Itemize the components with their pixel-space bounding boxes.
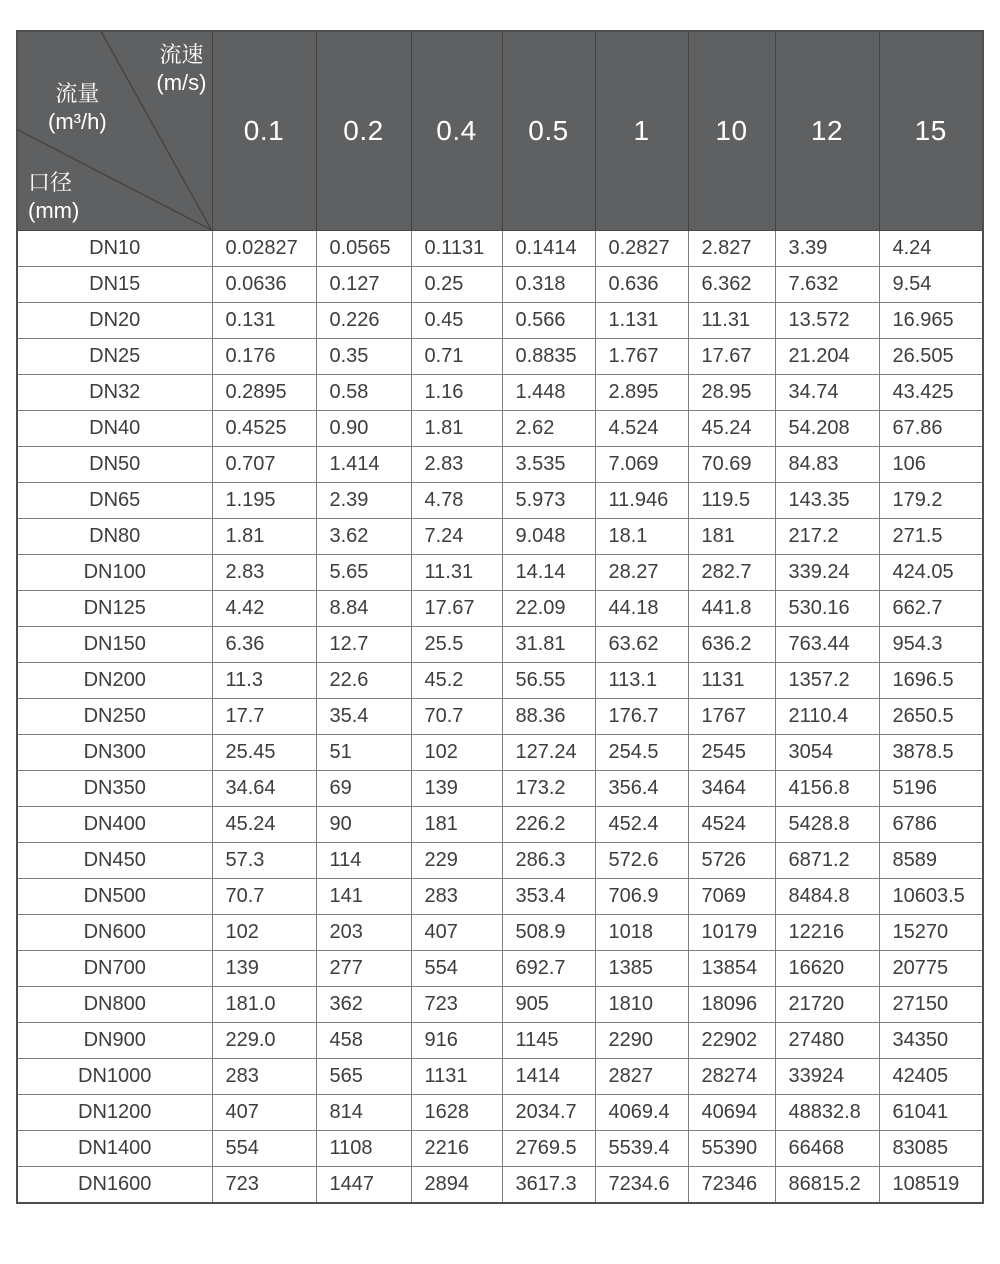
flow-value-cell: 2650.5 [879,699,983,735]
flow-value-cell: 31.81 [502,627,595,663]
dn-cell: DN700 [17,951,212,987]
flow-value-cell: 7069 [688,879,775,915]
flow-value-cell: 67.86 [879,411,983,447]
flow-value-cell: 11.946 [595,483,688,519]
flow-value-cell: 34350 [879,1023,983,1059]
table-row [17,1095,983,1131]
flow-value-cell: 1.81 [411,411,502,447]
flow-value-cell: 10603.5 [879,879,983,915]
flow-value-cell: 14.14 [502,555,595,591]
dn-cell: DN10 [17,231,212,267]
table-row [17,699,983,735]
flow-value-cell: 6.36 [212,627,316,663]
flow-value-cell: 141 [316,879,411,915]
flow-value-cell: 0.127 [316,267,411,303]
velocity-header: 0.2 [316,31,411,231]
flow-value-cell: 458 [316,1023,411,1059]
flow-value-cell: 114 [316,843,411,879]
flow-value-cell: 8.84 [316,591,411,627]
dn-cell: DN1000 [17,1059,212,1095]
flow-value-cell: 1357.2 [775,663,879,699]
flow-value-cell: 283 [411,879,502,915]
flow-value-cell: 1385 [595,951,688,987]
flow-value-cell: 5.65 [316,555,411,591]
flow-value-cell: 282.7 [688,555,775,591]
velocity-header: 0.5 [502,31,595,231]
flow-value-cell: 4069.4 [595,1095,688,1131]
flow-value-cell: 4.42 [212,591,316,627]
flow-value-cell: 16.965 [879,303,983,339]
flow-value-cell: 176.7 [595,699,688,735]
flow-value-cell: 441.8 [688,591,775,627]
flow-value-cell: 1810 [595,987,688,1023]
flow-value-cell: 1145 [502,1023,595,1059]
flow-value-cell: 86815.2 [775,1167,879,1204]
dn-cell: DN250 [17,699,212,735]
table-row [17,447,983,483]
flow-value-cell: 179.2 [879,483,983,519]
flow-value-cell: 353.4 [502,879,595,915]
table-body [17,231,983,1204]
dn-cell: DN450 [17,843,212,879]
velocity-axis-unit: (m/s) [156,70,207,96]
flow-value-cell: 362 [316,987,411,1023]
flow-value-cell: 181 [411,807,502,843]
flow-value-cell: 28274 [688,1059,775,1095]
flow-value-cell: 17.67 [688,339,775,375]
flow-value-cell: 6786 [879,807,983,843]
flow-value-cell: 17.7 [212,699,316,735]
flow-value-cell: 113.1 [595,663,688,699]
flow-value-cell: 44.18 [595,591,688,627]
flow-value-cell: 0.02827 [212,231,316,267]
velocity-header: 1 [595,31,688,231]
flow-axis-unit: (m³/h) [48,109,107,135]
flow-value-cell: 61041 [879,1095,983,1131]
flow-value-cell: 25.5 [411,627,502,663]
flow-value-cell: 35.4 [316,699,411,735]
flow-value-cell: 6.362 [688,267,775,303]
table-row [17,627,983,663]
flow-value-cell: 33924 [775,1059,879,1095]
flow-value-cell: 1414 [502,1059,595,1095]
flow-value-cell: 814 [316,1095,411,1131]
flow-value-cell: 5.973 [502,483,595,519]
flow-value-cell: 1767 [688,699,775,735]
dn-cell: DN25 [17,339,212,375]
flow-value-cell: 763.44 [775,627,879,663]
flow-value-cell: 11.3 [212,663,316,699]
flow-value-cell: 43.425 [879,375,983,411]
flow-value-cell: 3617.3 [502,1167,595,1204]
flow-value-cell: 1.81 [212,519,316,555]
flow-value-cell: 2034.7 [502,1095,595,1131]
dn-cell: DN200 [17,663,212,699]
dn-cell: DN150 [17,627,212,663]
flow-value-cell: 226.2 [502,807,595,843]
flow-value-cell: 2.83 [212,555,316,591]
flow-value-cell: 0.707 [212,447,316,483]
flow-value-cell: 0.8835 [502,339,595,375]
flow-value-cell: 3464 [688,771,775,807]
flow-rate-table [16,30,984,1204]
flow-value-cell: 40694 [688,1095,775,1131]
flow-value-cell: 102 [411,735,502,771]
dn-cell: DN800 [17,987,212,1023]
flow-value-cell: 12216 [775,915,879,951]
flow-value-cell: 0.176 [212,339,316,375]
flow-value-cell: 57.3 [212,843,316,879]
table-row [17,663,983,699]
flow-value-cell: 203 [316,915,411,951]
flow-value-cell: 18096 [688,987,775,1023]
flow-value-cell: 3.62 [316,519,411,555]
velocity-header: 12 [775,31,879,231]
flow-value-cell: 11.31 [411,555,502,591]
dn-cell: DN1200 [17,1095,212,1131]
flow-value-cell: 0.0636 [212,267,316,303]
table-row [17,303,983,339]
table-row [17,879,983,915]
flow-value-cell: 2545 [688,735,775,771]
flow-value-cell: 554 [212,1131,316,1167]
flow-value-cell: 1018 [595,915,688,951]
flow-value-cell: 173.2 [502,771,595,807]
flow-value-cell: 0.4525 [212,411,316,447]
dn-cell: DN80 [17,519,212,555]
flow-value-cell: 723 [212,1167,316,1204]
flow-value-cell: 1628 [411,1095,502,1131]
flow-value-cell: 1131 [411,1059,502,1095]
flow-axis-label [48,80,107,136]
flow-value-cell: 9.048 [502,519,595,555]
flow-value-cell: 9.54 [879,267,983,303]
flow-value-cell: 636.2 [688,627,775,663]
flow-value-cell: 508.9 [502,915,595,951]
table-row [17,231,983,267]
flow-value-cell: 21720 [775,987,879,1023]
flow-value-cell: 63.62 [595,627,688,663]
table-row [17,1131,983,1167]
flow-value-cell: 1447 [316,1167,411,1204]
flow-value-cell: 34.74 [775,375,879,411]
flow-value-cell: 70.7 [212,879,316,915]
flow-value-cell: 1.16 [411,375,502,411]
flow-value-cell: 271.5 [879,519,983,555]
flow-value-cell: 572.6 [595,843,688,879]
flow-value-cell: 88.36 [502,699,595,735]
flow-value-cell: 2110.4 [775,699,879,735]
flow-value-cell: 7.24 [411,519,502,555]
table-row [17,1167,983,1204]
flow-value-cell: 229 [411,843,502,879]
flow-value-cell: 139 [411,771,502,807]
flow-value-cell: 0.25 [411,267,502,303]
table-row [17,987,983,1023]
flow-value-cell: 1.767 [595,339,688,375]
flow-value-cell: 0.71 [411,339,502,375]
flow-value-cell: 70.7 [411,699,502,735]
flow-value-cell: 7.632 [775,267,879,303]
dn-cell: DN20 [17,303,212,339]
header-row [17,31,983,231]
velocity-header: 15 [879,31,983,231]
flow-value-cell: 0.2827 [595,231,688,267]
flow-value-cell: 1.448 [502,375,595,411]
flow-value-cell: 66468 [775,1131,879,1167]
flow-value-cell: 0.45 [411,303,502,339]
flow-value-cell: 45.24 [688,411,775,447]
velocity-header: 0.1 [212,31,316,231]
diameter-axis-unit: (mm) [28,197,80,223]
table-row [17,411,983,447]
flow-value-cell: 706.9 [595,879,688,915]
dn-cell: DN50 [17,447,212,483]
flow-axis-title: 流量 [55,81,100,106]
flow-value-cell: 286.3 [502,843,595,879]
flow-value-cell: 407 [411,915,502,951]
flow-value-cell: 12.7 [316,627,411,663]
flow-value-cell: 356.4 [595,771,688,807]
flow-value-cell: 0.0565 [316,231,411,267]
table-row [17,807,983,843]
table-row [17,519,983,555]
flow-value-cell: 954.3 [879,627,983,663]
flow-value-cell: 916 [411,1023,502,1059]
flow-value-cell: 3.535 [502,447,595,483]
flow-value-cell: 1131 [688,663,775,699]
flow-value-cell: 7.069 [595,447,688,483]
flow-value-cell: 17.67 [411,591,502,627]
flow-value-cell: 662.7 [879,591,983,627]
flow-value-cell: 8484.8 [775,879,879,915]
flow-value-cell: 692.7 [502,951,595,987]
flow-value-cell: 1.414 [316,447,411,483]
flow-value-cell: 13.572 [775,303,879,339]
flow-value-cell: 2216 [411,1131,502,1167]
flow-value-cell: 4.78 [411,483,502,519]
flow-value-cell: 18.1 [595,519,688,555]
table-row [17,771,983,807]
flow-value-cell: 13854 [688,951,775,987]
flow-value-cell: 0.58 [316,375,411,411]
table-row [17,555,983,591]
flow-value-cell: 181.0 [212,987,316,1023]
flow-value-cell: 51 [316,735,411,771]
flow-value-cell: 283 [212,1059,316,1095]
table-row [17,591,983,627]
flow-value-cell: 0.1414 [502,231,595,267]
flow-value-cell: 27480 [775,1023,879,1059]
flow-value-cell: 2.827 [688,231,775,267]
flow-value-cell: 452.4 [595,807,688,843]
flow-value-cell: 0.131 [212,303,316,339]
flow-value-cell: 7234.6 [595,1167,688,1204]
flow-value-cell: 15270 [879,915,983,951]
flow-value-cell: 4524 [688,807,775,843]
flow-value-cell: 70.69 [688,447,775,483]
flow-value-cell: 1.195 [212,483,316,519]
flow-value-cell: 1696.5 [879,663,983,699]
flow-value-cell: 0.35 [316,339,411,375]
flow-value-cell: 55390 [688,1131,775,1167]
flow-value-cell: 2.895 [595,375,688,411]
flow-value-cell: 1.131 [595,303,688,339]
dn-cell: DN600 [17,915,212,951]
flow-value-cell: 22.6 [316,663,411,699]
flow-value-cell: 139 [212,951,316,987]
flow-value-cell: 127.24 [502,735,595,771]
flow-value-cell: 34.64 [212,771,316,807]
flow-value-cell: 90 [316,807,411,843]
flow-value-cell: 5539.4 [595,1131,688,1167]
flow-value-cell: 5726 [688,843,775,879]
flow-value-cell: 48832.8 [775,1095,879,1131]
flow-value-cell: 8589 [879,843,983,879]
table-row [17,735,983,771]
flow-value-cell: 6871.2 [775,843,879,879]
dn-cell: DN1400 [17,1131,212,1167]
flow-value-cell: 0.636 [595,267,688,303]
flow-value-cell: 5196 [879,771,983,807]
flow-value-cell: 20775 [879,951,983,987]
table-row [17,951,983,987]
velocity-axis-label [156,41,206,97]
dn-cell: DN500 [17,879,212,915]
flow-value-cell: 4156.8 [775,771,879,807]
diameter-axis-label [28,169,79,225]
flow-value-cell: 119.5 [688,483,775,519]
flow-value-cell: 27150 [879,987,983,1023]
dn-cell: DN15 [17,267,212,303]
flow-value-cell: 45.2 [411,663,502,699]
flow-value-cell: 0.226 [316,303,411,339]
flow-value-cell: 905 [502,987,595,1023]
flow-value-cell: 565 [316,1059,411,1095]
flow-value-cell: 4.524 [595,411,688,447]
flow-value-cell: 2290 [595,1023,688,1059]
flow-value-cell: 3.39 [775,231,879,267]
flow-value-cell: 11.31 [688,303,775,339]
dn-cell: DN1600 [17,1167,212,1204]
flow-value-cell: 45.24 [212,807,316,843]
table-row [17,1023,983,1059]
flow-value-cell: 277 [316,951,411,987]
dn-cell: DN65 [17,483,212,519]
dn-cell: DN400 [17,807,212,843]
velocity-header: 10 [688,31,775,231]
dn-cell: DN350 [17,771,212,807]
flow-value-cell: 143.35 [775,483,879,519]
flow-value-cell: 2769.5 [502,1131,595,1167]
flow-value-cell: 2894 [411,1167,502,1204]
flow-value-cell: 102 [212,915,316,951]
flow-value-cell: 2.62 [502,411,595,447]
flow-value-cell: 3878.5 [879,735,983,771]
flow-value-cell: 2827 [595,1059,688,1095]
flow-value-cell: 83085 [879,1131,983,1167]
flow-value-cell: 554 [411,951,502,987]
table-row [17,1059,983,1095]
flow-value-cell: 106 [879,447,983,483]
flow-value-cell: 21.204 [775,339,879,375]
table-row [17,843,983,879]
flow-value-cell: 0.2895 [212,375,316,411]
diameter-axis-title: 口径 [28,169,73,195]
flow-value-cell: 217.2 [775,519,879,555]
flow-value-cell: 28.27 [595,555,688,591]
flow-value-cell: 339.24 [775,555,879,591]
header-corner-cell [17,31,212,231]
flow-value-cell: 229.0 [212,1023,316,1059]
dn-cell: DN100 [17,555,212,591]
flow-value-cell: 16620 [775,951,879,987]
dn-cell: DN125 [17,591,212,627]
flow-value-cell: 0.318 [502,267,595,303]
velocity-header: 0.4 [411,31,502,231]
dn-cell: DN900 [17,1023,212,1059]
dn-cell: DN32 [17,375,212,411]
flow-value-cell: 25.45 [212,735,316,771]
flow-value-cell: 84.83 [775,447,879,483]
flow-value-cell: 72346 [688,1167,775,1204]
flow-value-cell: 108519 [879,1167,983,1204]
table-row [17,267,983,303]
flow-value-cell: 0.1131 [411,231,502,267]
flow-value-cell: 69 [316,771,411,807]
flow-value-cell: 28.95 [688,375,775,411]
table-row [17,915,983,951]
flow-value-cell: 22.09 [502,591,595,627]
flow-value-cell: 424.05 [879,555,983,591]
flow-value-cell: 42405 [879,1059,983,1095]
table-row [17,339,983,375]
flow-value-cell: 26.505 [879,339,983,375]
flow-value-cell: 1108 [316,1131,411,1167]
table-row [17,375,983,411]
flow-value-cell: 530.16 [775,591,879,627]
flow-value-cell: 181 [688,519,775,555]
flow-value-cell: 4.24 [879,231,983,267]
flow-value-cell: 0.90 [316,411,411,447]
dn-cell: DN40 [17,411,212,447]
flow-value-cell: 5428.8 [775,807,879,843]
velocity-axis-title: 流速 [159,42,204,67]
flow-value-cell: 723 [411,987,502,1023]
flow-value-cell: 2.39 [316,483,411,519]
flow-value-cell: 54.208 [775,411,879,447]
flow-value-cell: 22902 [688,1023,775,1059]
flow-value-cell: 10179 [688,915,775,951]
flow-value-cell: 407 [212,1095,316,1131]
dn-cell: DN300 [17,735,212,771]
flow-value-cell: 0.566 [502,303,595,339]
table-row [17,483,983,519]
flow-value-cell: 3054 [775,735,879,771]
flow-value-cell: 56.55 [502,663,595,699]
flow-value-cell: 2.83 [411,447,502,483]
flow-value-cell: 254.5 [595,735,688,771]
